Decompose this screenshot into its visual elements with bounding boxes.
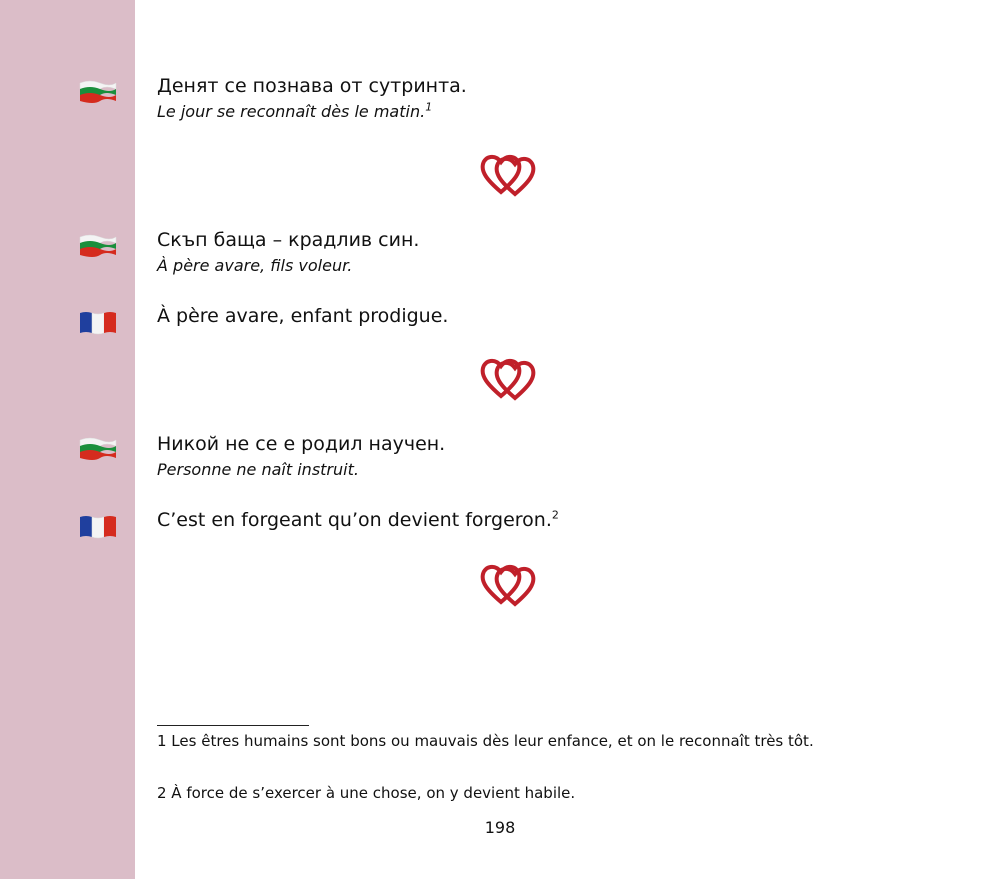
proverb-bg-3: Никой не се е родил научен. (157, 433, 446, 455)
footnote-1: 1 Les êtres humains sont bons ou mauvais dès leur enfance, et on le reconnaît très tôt. (157, 732, 814, 750)
proverb-fr-equivalent-2: À père avare, enfant prodigue. (157, 305, 449, 327)
footnote-ref-1: 1 (425, 100, 433, 114)
bulgaria-flag-icon (78, 79, 118, 105)
page-number: 198 (484, 818, 516, 837)
bulgaria-flag-icon (78, 233, 118, 259)
translation-fr-2: À père avare, fils voleur. (157, 256, 353, 275)
double-heart-icon (479, 354, 537, 402)
footnote-2: 2 À force de s’exercer à une chose, on y devient habile. (157, 784, 576, 802)
double-heart-icon (479, 560, 537, 608)
double-heart-icon (479, 150, 537, 198)
proverb-fr-equivalent-3: C’est en forgeant qu’on devient forgeron.$^2$ (157, 508, 559, 531)
proverb-bg-1: Денят се познава от сутринта. (157, 75, 467, 97)
translation-fr-1: Le jour se reconnaît dès le matin.$^1$ (157, 100, 433, 121)
translation-fr-3: Personne ne naît instruit. (157, 460, 359, 479)
france-flag-icon (78, 513, 118, 539)
footnote-ref-2: 2 (551, 508, 559, 522)
proverb-bg-2: Скъп баща – крадлив син. (157, 229, 420, 251)
france-flag-icon (78, 309, 118, 335)
bulgaria-flag-icon (78, 436, 118, 462)
footnote-rule (157, 725, 309, 726)
